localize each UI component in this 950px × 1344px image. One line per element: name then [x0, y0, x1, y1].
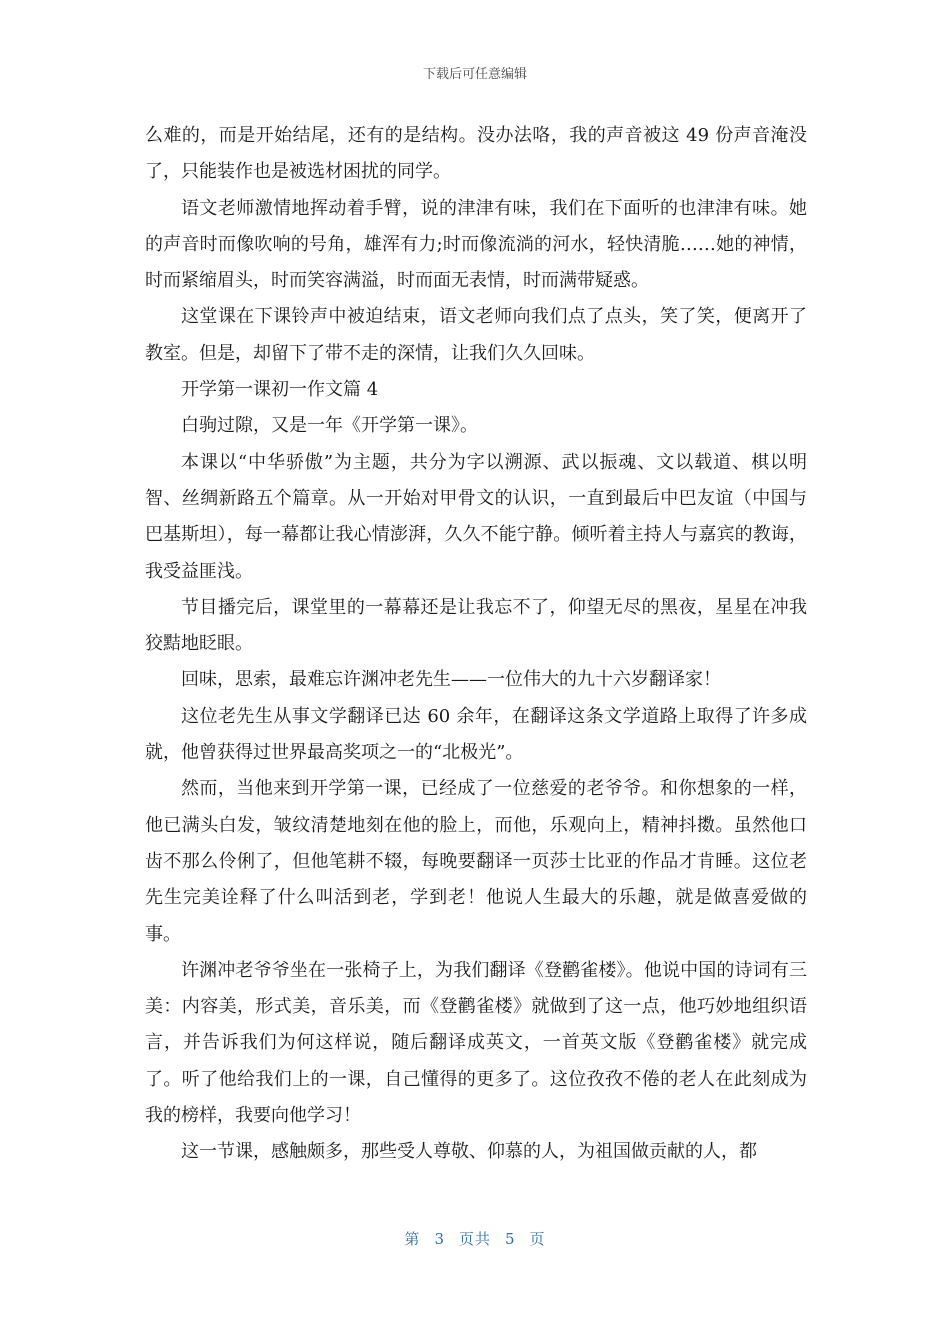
footer-prefix: 第 [404, 1230, 421, 1248]
paragraph: 节目播完后，课堂里的一幕幕还是让我忘不了，仰望无尽的黑夜，星星在冲我狡黠地眨眼。 [145, 596, 807, 655]
footer-middle: 页共 [458, 1230, 491, 1248]
paragraph: 这堂课在下课铃声中被迫结束，语文老师向我们点了点头，笑了笑，便离开了教室。但是，却留下了带不走的深情，让我们久久回味。 [145, 306, 807, 364]
paragraph: 回味，思索，最难忘许渊冲老先生——一位伟大的九十六岁翻译家！ [181, 669, 721, 691]
paragraph: 白驹过隙，又是一年《开学第一课》。 [181, 415, 478, 437]
page-footer [0, 1228, 950, 1250]
paragraph: 然而，当他来到开学第一课，已经成了一位慈爱的老爷爷。和你想象的一样，他已满头白发，皱纹清楚地刻在他的脸上，而他，乐观向上，精神抖擞。虽然他口齿不那么伶俐了，但他笔耕不辍，每晚要翻译一页莎士比亚的作品才肯睡。这位老先生完美诠释了什么叫活到老，学到老！他说人生最大的乐趣，就是做喜爱做的事。 [145, 778, 807, 945]
page-header: 下载后可任意编辑 [422, 67, 527, 82]
paragraph: 本课以“中华骄傲”为主题，共分为字以溯源、武以振魂、文以载道、棋以明智、丝绸新路五个篇章。从一开始对甲骨文的认识，一直到最后中巴友谊（中国与巴基斯坦），每一幕都让我心情澎湃，久久不能宁静。倾听着主持人与嘉宾的教诲，我受益匪浅。 [145, 451, 807, 582]
paragraph: 许渊冲老爷爷坐在一张椅子上，为我们翻译《登鹳雀楼》。他说中国的诗词有三美：内容美，形式美，音乐美，而《登鹳雀楼》就做到了这一点，他巧妙地组织语言，并告诉我们为何这样说，随后翻译成英文，一首英文版《登鹳雀楼》就完成了。听了他给我们上的一课，自己懂得的更多了。这位孜孜不倦的老人在此刻成为我的榜样，我要向他学习！ [145, 959, 807, 1127]
section-heading: 开学第一课初一作文篇 4 [181, 379, 379, 401]
paragraph: 这一节课，感触颇多，那些受人尊敬、仰慕的人，为祖国做贡献的人，都 [181, 1141, 757, 1163]
document-body [145, 118, 807, 1171]
paragraph: 么难的，而是开始结尾，还有的是结构。没办法咯，我的声音被这 49 份声音淹没了，只能装作也是被选材困扰的同学。 [145, 125, 807, 183]
footer-suffix: 页 [529, 1230, 546, 1248]
paragraph: 这位老先生从事文学翻译已达 60 余年，在翻译这条文学道路上取得了许多成就，他曾获得过世界最高奖项之一的“北极光”。 [145, 705, 807, 764]
footer-current-page: 3 [434, 1230, 445, 1248]
footer-total-pages: 5 [505, 1230, 516, 1248]
paragraph: 语文老师激情地挥动着手臂，说的津津有味，我们在下面听的也津津有味。她的声音时而像吹响的号角，雄浑有力;时而像流淌的河水，轻快清脆……她的神情，时而紧缩眉头，时而笑容满溢，时而面无表情，时而满带疑惑。 [145, 197, 807, 292]
